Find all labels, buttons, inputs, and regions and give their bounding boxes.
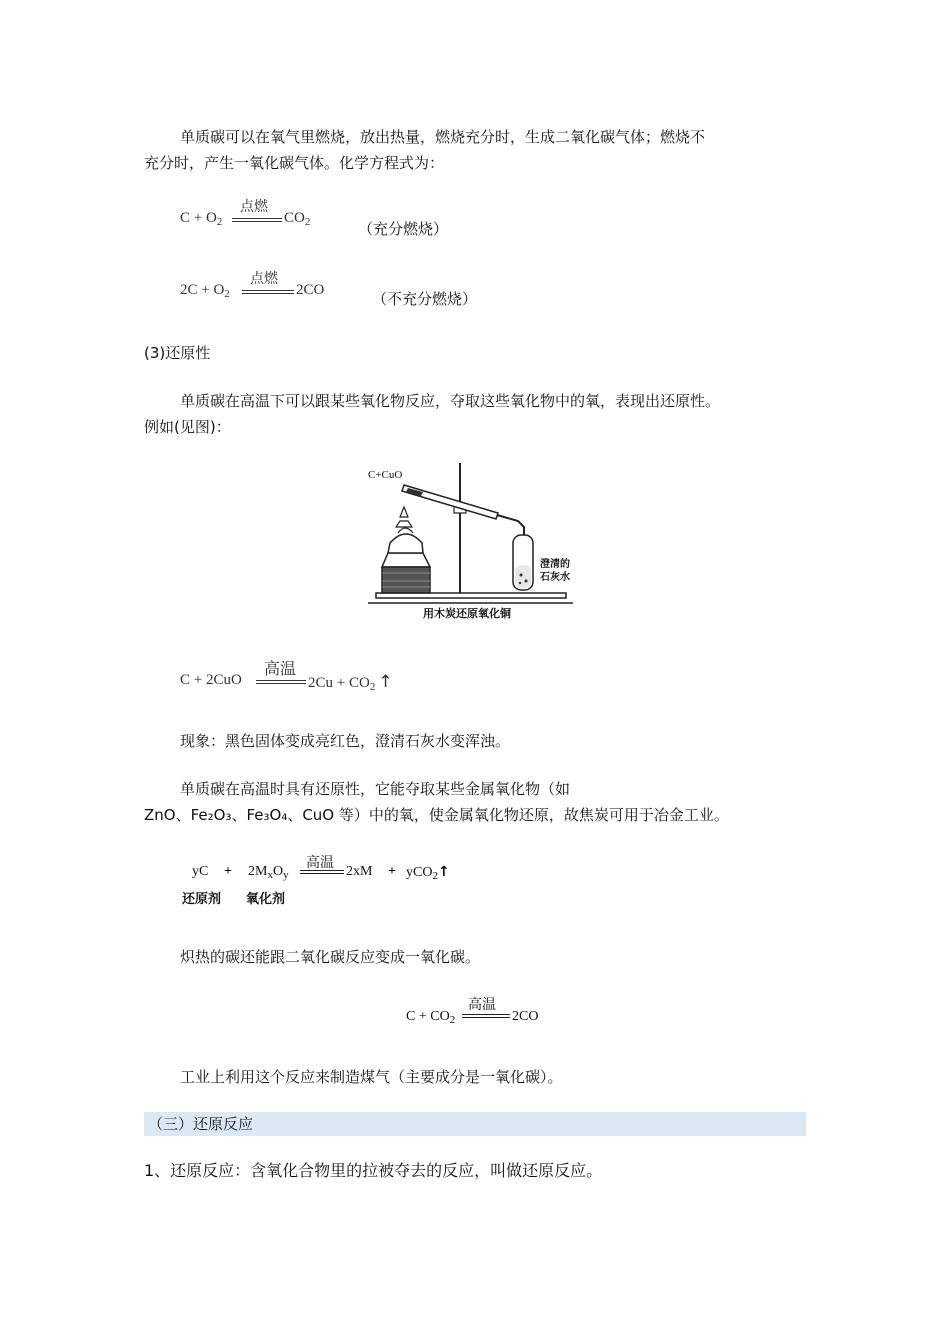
eq4-label-oxidizer: 氧化剂 — [246, 892, 286, 907]
apparatus-figure — [368, 455, 578, 625]
lamp-shade — [382, 553, 430, 567]
eq2-condition: 点燃 — [250, 271, 278, 287]
section-header-reduction-reaction — [144, 1112, 806, 1136]
limewater-label-2: 石灰水 — [540, 572, 570, 583]
eq4-plus2: + — [388, 864, 396, 879]
eq2-right: 2CO — [296, 282, 325, 298]
paragraph-industrial-gas: 工业上利用这个反应来制造煤气（主要成分是一氧化碳）。 — [180, 1068, 563, 1086]
paragraph-combustion-line1: 单质碳可以在氧气里燃烧，放出热量，燃烧充分时，生成二氧化碳气体；燃烧不 — [180, 128, 706, 146]
eq2-left: 2C + O — [180, 282, 225, 298]
eq3-gas-arrow: ↑ — [378, 672, 393, 692]
eq4-product: 2xM — [346, 864, 373, 879]
eq4-oxide-m: 2M — [248, 864, 268, 879]
reactant-label: C+CuO — [368, 469, 403, 481]
paragraph-combustion-line2: 充分时，产生一氧化碳气体。化学方程式为： — [144, 154, 445, 172]
paragraph-metal-oxides-line2: ZnO、Fe₂O₃、Fe₃O₄、CuO 等）中的氧，使金属氧化物还原，故焦炭可用于冶金工业。 — [144, 806, 729, 824]
paragraph-metal-oxides-line1: 单质碳在高温时具有还原性，它能夺取某些金属氧化物（如 — [180, 780, 571, 798]
limewater — [515, 565, 531, 588]
wire-mesh — [396, 521, 412, 527]
eq5-equals-line — [462, 1014, 510, 1018]
eq5-left: C + CO — [406, 1009, 450, 1024]
eq4-label-reducer: 还原剂 — [182, 892, 222, 907]
eq4-equals-line — [300, 870, 344, 874]
eq1-note: （充分燃烧） — [358, 220, 449, 238]
eq5-right: 2CO — [512, 1009, 539, 1024]
equation-incomplete-combustion — [180, 268, 500, 308]
eq4-oxide-sub-y: y — [283, 869, 289, 881]
eq3-condition: 高温 — [264, 659, 297, 678]
eq5-left-sub: 2 — [449, 1014, 456, 1026]
eq4-plus: + — [224, 864, 232, 879]
equation-carbon-reduces-cuo — [180, 656, 440, 696]
section-title: （三）还原反应 — [148, 1115, 254, 1133]
eq3-equals-line — [256, 680, 306, 684]
eq1-left: C + O — [180, 210, 217, 226]
paragraph-reduction-line1: 单质碳在高温下可以跟某些氧化物反应，夺取这些氧化物中的氧，表现出还原性。 — [180, 392, 721, 410]
figure-caption: 用木炭还原氧化铜 — [423, 607, 511, 620]
paragraph-hot-carbon: 炽热的碳还能跟二氧化碳反应变成一氧化碳。 — [180, 948, 481, 966]
eq4-co2-sub: 2 — [432, 870, 438, 882]
eq3-left: C + 2CuO — [180, 672, 242, 688]
eq1-right-sub: 2 — [304, 216, 311, 228]
eq4-gas-arrow: ↑ — [437, 864, 450, 880]
eq1-left-sub: 2 — [216, 216, 223, 228]
eq5-condition: 高温 — [468, 997, 496, 1013]
eq2-equals-line — [242, 290, 294, 294]
eq1-equals-line — [232, 218, 282, 222]
flame — [400, 507, 408, 517]
wood-block — [382, 567, 430, 593]
eq3-right: 2Cu + CO — [308, 675, 370, 691]
paragraph-reduction-line2: 例如(见图)： — [144, 418, 231, 436]
limewater-label-1: 澄清的 — [540, 559, 570, 570]
eq3-right-sub: 2 — [369, 681, 376, 693]
eq4-oxide-o: O — [272, 864, 284, 879]
eq4-co2: yCO — [406, 865, 433, 880]
equation-carbon-co2 — [406, 994, 556, 1034]
eq2-left-sub: 2 — [224, 288, 230, 300]
equation-complete-combustion — [180, 196, 480, 236]
eq4-oxide-sub-x: x — [267, 869, 273, 881]
equation-general-metal-oxide — [180, 852, 480, 908]
eq4-condition: 高温 — [306, 855, 334, 871]
eq1-condition: 点燃 — [240, 199, 268, 215]
lamp-body — [388, 534, 423, 553]
heading-reducing-property: (3)还原性 — [144, 344, 211, 362]
eq4-reducer: yC — [192, 864, 209, 879]
eq1-right: CO — [284, 210, 305, 226]
eq2-note: （不充分燃烧） — [372, 290, 478, 308]
test-tube — [402, 485, 498, 519]
paragraph-phenomenon: 现象：黑色固体变成亮红色，澄清石灰水变浑浊。 — [180, 732, 511, 750]
definition-reduction-reaction: 1、还原反应：含氧化合物里的拉被夺去的反应，叫做还原反应。 — [144, 1161, 603, 1180]
